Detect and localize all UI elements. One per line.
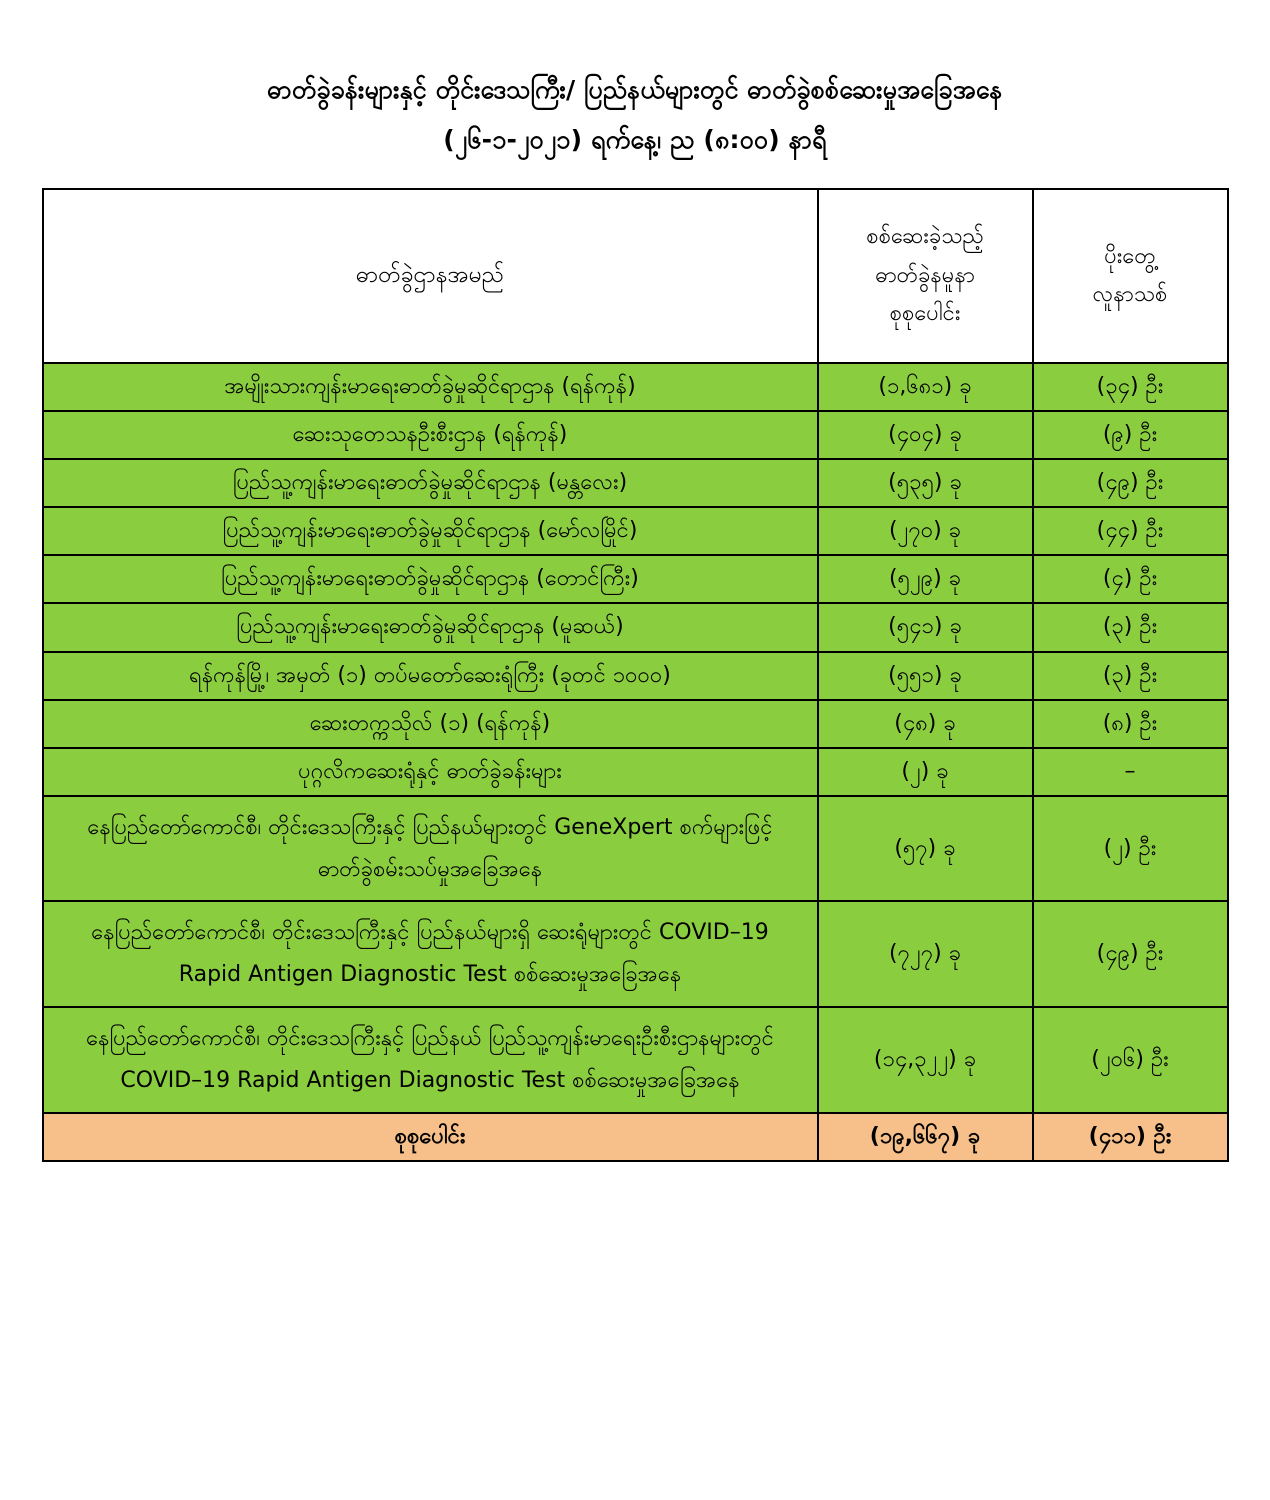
- column-header-lab-name: ဓာတ်ခွဲဌာနအမည်: [43, 189, 818, 363]
- cell-positive-count: (၈) ဦး: [1033, 700, 1228, 748]
- cell-lab-name: ဆေးသုတေသနဦးစီးဌာန (ရန်ကုန်): [43, 411, 818, 459]
- cell-tested-count: (၄၈) ခု: [818, 700, 1033, 748]
- table-row: [43, 459, 1228, 507]
- cell-total-positive: (၄၁၁) ဦး: [1033, 1113, 1228, 1161]
- table-row: [43, 901, 1228, 1007]
- cell-positive-count: (၃) ဦး: [1033, 603, 1228, 651]
- cell-tested-count: (၅၄၁) ခု: [818, 603, 1033, 651]
- table-row: [43, 748, 1228, 796]
- table-row: [43, 796, 1228, 902]
- column-header-tested-line-3: စုစုပေါင်း: [889, 301, 961, 327]
- cell-positive-count: (၃၄) ဦး: [1033, 363, 1228, 411]
- cell-tested-count: (၅၂၉) ခု: [818, 555, 1033, 603]
- cell-positive-count: (၂) ဦး: [1033, 796, 1228, 902]
- lab-testing-table: [42, 188, 1229, 1162]
- table-row: [43, 700, 1228, 748]
- table-row: [43, 507, 1228, 555]
- column-header-tested-total: [818, 189, 1033, 363]
- cell-tested-count: (၄၀၄) ခု: [818, 411, 1033, 459]
- cell-lab-name: ပြည်သူ့ကျန်းမာရေးဓာတ်ခွဲမှုဆိုင်ရာဌာန (မော်လမြိုင်): [43, 507, 818, 555]
- cell-lab-name: ရန်ကုန်မြို့၊ အမှတ် (၁) တပ်မတော်ဆေးရုံကြီး (ခုတင် ၁၀၀၀): [43, 652, 818, 700]
- cell-tested-count: (၇၂၇) ခု: [818, 901, 1033, 1007]
- column-header-tested-line-1: စစ်ဆေးခဲ့သည့်: [866, 224, 984, 250]
- table-total-row: [43, 1113, 1228, 1161]
- cell-positive-count: (၄) ဦး: [1033, 555, 1228, 603]
- column-header-tested-line-2: ဓာတ်ခွဲနမူနာ: [875, 262, 975, 288]
- title-line-2: (၂၆-၁-၂၀၂၁) ရက်နေ့၊ ည (၈:၀၀) နာရီ: [443, 125, 827, 154]
- table-row: [43, 363, 1228, 411]
- column-header-positive-line-2: လူနာသစ်: [1092, 282, 1168, 307]
- cell-lab-name: ပြည်သူ့ကျန်းမာရေးဓာတ်ခွဲမှုဆိုင်ရာဌာန (တောင်ကြီး): [43, 555, 818, 603]
- cell-lab-name: အမျိုးသားကျန်းမာရေးဓာတ်ခွဲမှုဆိုင်ရာဌာန (ရန်ကုန်): [43, 363, 818, 411]
- cell-lab-name: ပြည်သူ့ကျန်းမာရေးဓာတ်ခွဲမှုဆိုင်ရာဌာန (မန္တလေး): [43, 459, 818, 507]
- table-header-row: [43, 189, 1228, 363]
- table-header: [43, 189, 1228, 363]
- cell-positive-count: (၃) ဦး: [1033, 652, 1228, 700]
- table-row: [43, 555, 1228, 603]
- cell-lab-name: နေပြည်တော်ကောင်စီ၊ တိုင်းဒေသကြီးနှင့် ပြည်နယ်များရှိ ဆေးရုံများတွင် COVID–19 Rapid Antigen Diagnostic Test စစ်ဆေးမှုအခြေအနေ: [43, 901, 818, 1007]
- cell-tested-count: (၂) ခု: [818, 748, 1033, 796]
- cell-positive-count: (၄၉) ဦး: [1033, 901, 1228, 1007]
- cell-lab-name: နေပြည်တော်ကောင်စီ၊ တိုင်းဒေသကြီးနှင့် ပြည်နယ်များတွင် GeneXpert စက်များဖြင့် ဓာတ်ခွဲစမ်းသပ်မှုအခြေအနေ: [43, 796, 818, 902]
- cell-tested-count: (၁,၆၈၁) ခု: [818, 363, 1033, 411]
- cell-tested-count: (၅၃၅) ခု: [818, 459, 1033, 507]
- cell-lab-name: ပြည်သူ့ကျန်းမာရေးဓာတ်ခွဲမှုဆိုင်ရာဌာန (မူဆယ်): [43, 603, 818, 651]
- cell-total-label: စုစုပေါင်း: [43, 1113, 818, 1161]
- cell-positive-count: (၄၉) ဦး: [1033, 459, 1228, 507]
- cell-positive-count: (၉) ဦး: [1033, 411, 1228, 459]
- table-row: [43, 603, 1228, 651]
- cell-lab-name: ဆေးတက္ကသိုလ် (၁) (ရန်ကုန်): [43, 700, 818, 748]
- table-row: [43, 1007, 1228, 1113]
- title-line-1: ဓာတ်ခွဲခန်းများနှင့် တိုင်းဒေသကြီး/ ပြည်နယ်များတွင် ဓာတ်ခွဲစစ်ဆေးမှုအခြေအနေ: [267, 75, 1003, 104]
- table-body: [43, 363, 1228, 1161]
- document-title: [0, 0, 1270, 160]
- cell-tested-count: (၂၇၀) ခု: [818, 507, 1033, 555]
- cell-lab-name: နေပြည်တော်ကောင်စီ၊ တိုင်းဒေသကြီးနှင့် ပြည်နယ် ပြည်သူ့ကျန်းမာရေးဦးစီးဌာနများတွင် COVID–19 Rapid Antigen Diagnostic Test စစ်ဆေးမှုအခြေအနေ: [43, 1007, 818, 1113]
- cell-positive-count: –: [1033, 748, 1228, 796]
- cell-tested-count: (၁၄,၃၂၂) ခု: [818, 1007, 1033, 1113]
- cell-lab-name: ပုဂ္ဂလိကဆေးရုံနှင့် ဓာတ်ခွဲခန်းများ: [43, 748, 818, 796]
- cell-tested-count: (၅၅၁) ခု: [818, 652, 1033, 700]
- table-row: [43, 411, 1228, 459]
- cell-positive-count: (၄၄) ဦး: [1033, 507, 1228, 555]
- cell-tested-count: (၅၇) ခု: [818, 796, 1033, 902]
- cell-positive-count: (၂၀၆) ဦး: [1033, 1007, 1228, 1113]
- column-header-positive-line-1: ပိုးတွေ့: [1104, 243, 1156, 269]
- column-header-new-positive: [1033, 189, 1228, 363]
- cell-total-tested: (၁၉,၆၆၇) ခု: [818, 1113, 1033, 1161]
- table-row: [43, 652, 1228, 700]
